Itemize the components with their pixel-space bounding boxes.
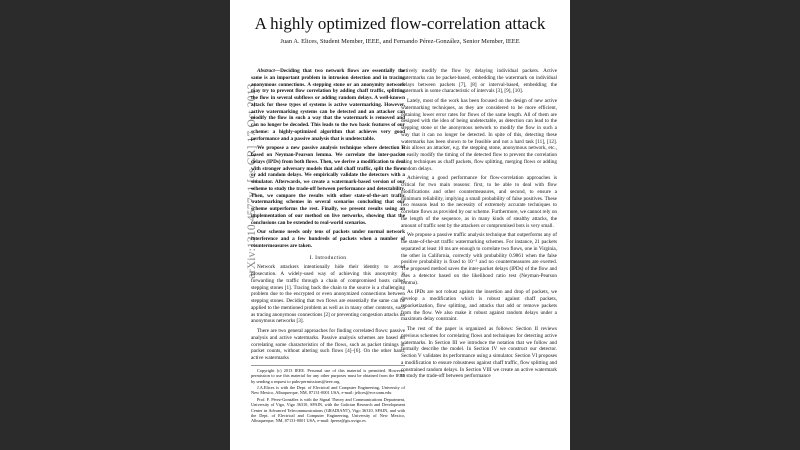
right-paragraph-1: actively modify the flow by delaying individual packets. Active watermarks can be packet-based, embedding the watermark on individual delays between packets [7], [8] or interval-based, embedding the watermark in some characteristic of intervals [3], [9], [10]. bbox=[401, 68, 557, 95]
footnotes bbox=[251, 365, 405, 424]
arxiv-identifier-stamp: arXiv:1310.4577v1 [cs.CR] 17 Oct 2013 bbox=[246, 83, 258, 279]
abstract-text-1: —Deciding that two network flows are essentially the same is an important problem in intrusion detection and in tracing anonymous connections. A stepping stone or an anonymity network may try to prevent flow correlation by adding chaff traffic, splitting the flow in several subflows or adding random delays. A well-known attack for these types of systems is active watermarking. However, active watermarking systems can be detected and an attacker can modify the flow in such a way that the watermark is removed and can no longer be decoded. This leads to the two basic features of our scheme: a highly-optimized algorithm that achieves very good performance and a passive analysis that is undetectable. bbox=[251, 68, 405, 142]
intro-paragraph-1: Network attackers intentionally hide their identity to avoid prosecution. A widely-used way of achieving this anonymity is forwarding the traffic through a chain of compromised hosts called stepping stones [1]. Tracing back the chain to the source is a challenging problem due to the encrypted or even anonymized connections between stepping stones. Deciding that two flows are essentially the same can be applied to the mentioned problem as well as in many other contexts, such as tracing anonymous connections [2] or preventing congestion attacks on anonymous networks [3]. bbox=[251, 264, 405, 325]
paper-page bbox=[230, 0, 570, 450]
right-paragraph-4: We propose a passive traffic analysis technique that outperforms any of the state-of-the-art traffic watermarking schemes. For instance, 21 packets separated at least 10 ms are enough to correlate two flows, one in Virginia, the other in California, correctly with probability 0.9861 when the false positive probability is fixed to 10⁻⁵ and no countermeasures are exerted. The proposed method saves the inter-packet delays (IPDs) of the flow and uses a detector based on the likelihood ratio test (Neyman-Pearson lemma). bbox=[401, 232, 557, 286]
left-column bbox=[251, 68, 405, 450]
section-heading-introduction: I. Introduction bbox=[309, 254, 347, 261]
right-column bbox=[401, 68, 557, 450]
abstract-paragraph-3: Our scheme needs only tens of packets under normal network interference and a few hundreds of packets when a number of countermeasures are taken. bbox=[251, 229, 405, 249]
paper-authors: Juan A. Elices, Student Member, IEEE, and Fernando Pérez-González, Senior Member, IEEE bbox=[280, 38, 520, 45]
abstract-paragraph-2: We propose a new passive analysis technique where detection is based on Neyman-Pearson lemma. We correlate the inter-packet delays (IPDs) from both flows. Then, we derive a modification to deal with stronger adversary models that add chaff traffic, split the flows or add random delays. We empirically validate the detectors with a simulator. Afterwards, we create a watermark-based version of our scheme to study the trade-off between performance and detectability. Then, we compare the results with other state-of-the-art traffic watermarking schemes in several scenarios concluding that our scheme outperforms the rest. Finally, we present results using an implementation of our method on live networks, showing that the conclusions can be extended to real-world scenarios. bbox=[251, 145, 405, 226]
footnote-author-2: Prof. F. Pérez-González is with the Signal Theory and Communications Department, University of Vigo, Vigo 36310, SPAIN, with the Galician Research and Development Center in Advanced Telecommunications (GRADIANT), Vigo 36310, SPAIN, and with the Dept. of Electrical and Computer Engineering, University of New Mexico, Albuquerque, NM, 87131-0001 USA, e-mail: fperez@gts.uvigo.es bbox=[251, 396, 405, 424]
paper-title: A highly optimized flow-correlation attack bbox=[254, 14, 546, 33]
footnote-copyright: Copyright (c) 2013 IEEE. Personal use of this material is permitted. However, permission to use this material for any other purposes must be obtained from the IEEE by sending a request to pubs-permissions@ieee.org. bbox=[251, 367, 405, 384]
right-paragraph-3: Achieving a good performance for flow-correlation approaches is critical for two main reasons: first, to be able to deal with flow modifications and other countermeasures, and second, to ensure a minimum reliability, implying a small probability of false positives. These two reasons lead to the necessity of extremely accurate techniques to correlate flows as provided by our scheme. Furthermore, we cannot rely on the length of the sequence, as in many kinds of stealthy attacks, the amount of traffic sent by the attackers or compromised bots is very small. bbox=[401, 175, 557, 229]
right-paragraph-5: As IPDs are not robust against the insertion and drop of packets, we develop a modification which is robust against chaff packets, repacketization, flow splitting, and attacks that add or remove packets from the flow. We also make it robust against random delays under a maximum delay constraint. bbox=[401, 289, 557, 323]
footnote-author-1: J.A.Elices is with the Dept. of Electrical and Computer Engineering, University of New Mexico, Albuquerque, NM, 87131-0001 USA, e-mail: jelices@ece.unm.edu bbox=[251, 384, 405, 396]
abstract-paragraph-1 bbox=[251, 68, 405, 142]
right-paragraph-2: Lately, most of the work has been focused on the design of new active watermarking techniques, as they are considered to be more efficient, obtaining lower error rates for flows of the same length. All of them are designed with the idea of being undetectable, as detection can lead to the stepping stone or the anonymous network to modify the flow in such a way that it can no longer be detected. In spite of this, detecting these watermarks has been shown to be feasible and not a hard task [11], [12]. This allows an attacker, e.g. the stepping stone, anonymous network, etc., to easily modify the timing of the detected flow to prevent the correlation using techniques as chaff packets, flow splitting, merging flows or adding random delays. bbox=[401, 98, 557, 172]
intro-paragraph-2: There are two general approaches for finding correlated flows: passive analysis and active watermarks. Passive analysis schemes are based on correlating some characteristics of the flows, such as packet timings or packet counts, without altering such flows [4]–[6]. On the other hand, active watermarks bbox=[251, 328, 405, 361]
abstract-label: Abstract bbox=[257, 68, 275, 74]
right-paragraph-6: The rest of the paper is organized as follows: Section II reviews previous schemes for correlating flows and techniques for detecting active watermarks. In Section III we introduce the notation that we follow and formally describe the model. In Section IV we construct our detector. Section V validates its performance using a simulator. Section VI proposes a modification to ensure robustness against chaff traffic, flow splitting and constrained random delays. In Section VIII we create an active watermark to study the trade-off between performance bbox=[401, 326, 557, 380]
